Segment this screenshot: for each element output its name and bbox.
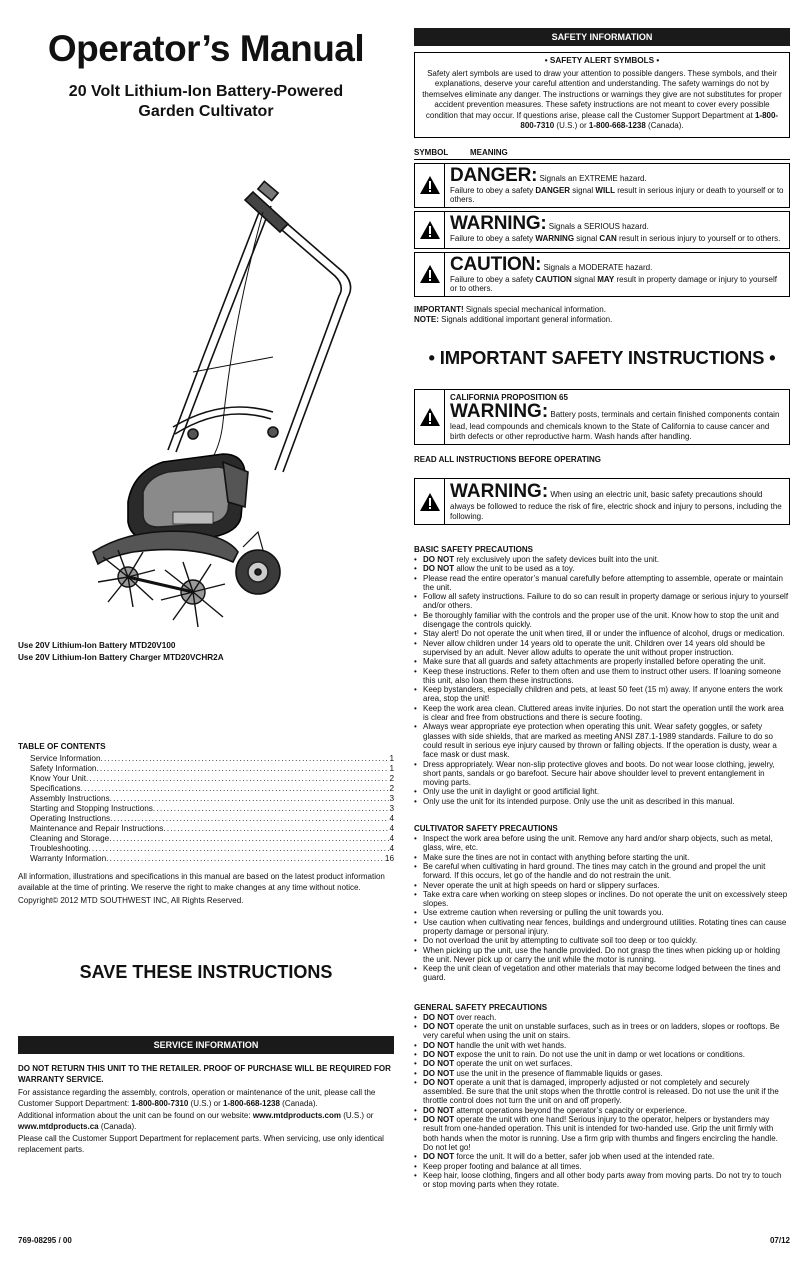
service-website: [18, 1111, 394, 1132]
toc-item: [18, 794, 394, 804]
list-item-emphasis: DO NOT: [423, 1059, 455, 1069]
cultivator-safety-title: CULTIVATOR SAFETY PRECAUTIONS: [414, 824, 558, 834]
electric-warning-box: [414, 478, 790, 525]
toc-item-label: Operating Instructions: [30, 814, 111, 823]
note-text: Signals additional important general information.: [438, 314, 613, 324]
list-item-emphasis: DO NOT: [423, 1022, 455, 1032]
safety-phone-ca[interactable]: 1-800-668-1238: [588, 121, 646, 130]
general-safety-title: GENERAL SAFETY PRECAUTIONS: [414, 1002, 548, 1012]
prop65-text: Battery posts, terminals and certain finished components contain lead, lead compounds and chemicals known to the State of California to cause cancer and birth defects or other reproductive harm. Wash hands after handling.: [450, 410, 780, 441]
important-text: Signals special mechanical information.: [463, 304, 606, 314]
prop65-warning-box: [414, 389, 790, 446]
toc-item-page: 1: [389, 764, 394, 773]
list-item-text: operate the unit with one hand! Serious injury to the operator, helpers or bystanders may result from one-handed operation. This unit is intended for two-handed use. Grip the unit firmly with both hands when the motor is running. Use a firm grip with thumbs and fingers encircling the handle. Do not let go!: [423, 1115, 778, 1152]
signal-desc-verb: CAN: [599, 233, 617, 243]
list-item: [414, 1059, 790, 1068]
toc-title: TABLE OF CONTENTS: [18, 742, 106, 751]
list-item: [414, 722, 790, 759]
symbol-table-header: [414, 148, 790, 160]
list-item: [414, 1069, 790, 1078]
list-item: • Take extra care when working on steep slopes or inclines. Do not operate the unit on excessively steep slopes.: [414, 890, 790, 909]
list-item-text: Stay alert! Do not operate the unit when tired, ill or under the influence of alcohol, drugs or medication.: [423, 629, 785, 639]
toc-leader-dots: [86, 774, 389, 784]
toc-item-label: Service Information: [30, 754, 101, 763]
list-item-text: Dress appropriately. Wear non-slip protective gloves and boots. Do not wear loose clothing, jewelry, short pants, sandals or go barefoot. Secure hair above shoulder level to prevent entanglement in moving parts.: [423, 759, 775, 788]
toc-item-label: Know Your Unit: [30, 774, 86, 783]
list-item-text: use the unit in the presence of flammable liquids or gases.: [454, 1068, 663, 1078]
list-item-text: force the unit. It will do a better, safer job when used at the intended rate.: [454, 1152, 715, 1162]
electric-warning-text: When using an electric unit, basic safety precautions should always be followed to reduce the risk of fire, electric shock and injury to persons, including the following.: [450, 490, 782, 521]
service-website-us-label: (U.S.) or: [340, 1111, 374, 1120]
list-item-emphasis: DO NOT: [423, 1012, 455, 1022]
list-item-text: Please read the entire operator’s manual carefully before attempting to assemble, operate or maintain the unit.: [423, 573, 783, 592]
right-column: [414, 28, 790, 1253]
signal-heading: [450, 255, 784, 275]
website-ca-link[interactable]: www.mtdproducts.ca: [18, 1121, 99, 1131]
list-item: • Use extreme caution when reversing or pulling the unit towards you.: [414, 908, 790, 917]
important-notes: [414, 305, 790, 325]
list-item-text: Keep these instructions. Refer to them often and use them to instruct other users. If loaning someone this unit, also loan them these instructions.: [423, 666, 781, 685]
general-safety-section: [414, 1003, 790, 1190]
toc-item-label: Cleaning and Storage: [30, 834, 110, 843]
note-label: NOTE:: [414, 314, 439, 324]
list-item: [414, 564, 790, 573]
list-item: [414, 657, 790, 666]
list-item: • Do not overload the unit by attempting to cultivate soil too deep or too quickly.: [414, 936, 790, 945]
toc-item: [18, 804, 394, 814]
electric-warning-symbol-cell: [415, 479, 445, 524]
list-item: • Make sure the tines are not in contact with anything before starting the unit.: [414, 853, 790, 862]
read-all-instructions: READ ALL INSTRUCTIONS BEFORE OPERATING: [414, 455, 601, 464]
copyright-text: Copyright© 2012 MTD SOUTHWEST INC, All Rights Reserved.: [18, 896, 244, 905]
toc-item-label: Maintenance and Repair Instructions: [30, 824, 164, 833]
warning-triangle-icon: [419, 264, 441, 284]
important-note: [414, 305, 790, 315]
battery-line: Use 20V Lithium-Ion Battery MTD20V100: [18, 641, 176, 650]
list-item-text: Keep hair, loose clothing, fingers and all other body parts away from moving parts. Do not try to touch or stop moving parts when they rotate.: [423, 1170, 782, 1190]
toc-item-page: 4: [389, 814, 394, 823]
important-safety-instructions-heading: • IMPORTANT SAFETY INSTRUCTIONS •: [428, 346, 776, 368]
toc-leader-dots: [153, 804, 390, 814]
basic-safety-title: BASIC SAFETY PRECAUTIONS: [414, 545, 533, 554]
service-information: [18, 1036, 394, 1155]
list-item: [414, 1106, 790, 1115]
list-item: [414, 787, 790, 796]
important-label: IMPORTANT!: [414, 304, 464, 314]
signal-desc-keyword: CAUTION: [535, 274, 572, 284]
page-title: Operator’s Manual: [47, 28, 365, 69]
list-item-emphasis: DO NOT: [423, 1105, 455, 1115]
list-item: [414, 685, 790, 704]
list-item: [414, 639, 790, 658]
safety-alert-box: [414, 52, 790, 138]
service-phone-ca[interactable]: 1-800-668-1238: [223, 1098, 280, 1108]
list-item: [414, 574, 790, 593]
list-item: • Use caution when cultivating near fences, buildings and underground utilities. Rotating tines can cause property damage or personal injury.: [414, 918, 790, 937]
prop65-label: CALIFORNIA PROPOSITION 65: [450, 392, 568, 402]
list-item-text: operate the unit on unstable surfaces, such as in trees or on ladders, slopes or rooftops. Be very careful when using the unit on stairs.: [423, 1022, 780, 1041]
list-item-emphasis: DO NOT: [423, 1049, 455, 1059]
service-us-label: (U.S.) or: [188, 1098, 223, 1108]
signal-heading: [450, 214, 784, 234]
prop65-symbol-cell: [415, 390, 445, 445]
signal-meaning-cell: [445, 212, 789, 248]
subtitle-line-2: Garden Cultivator: [138, 103, 274, 120]
basic-safety-section: [414, 545, 790, 806]
list-item-emphasis: DO NOT: [423, 1077, 455, 1087]
safety-alert-title: • SAFETY ALERT SYMBOLS •: [544, 56, 660, 65]
safety-us-label: (U.S.) or: [554, 121, 589, 130]
toc-item-page: 2: [389, 774, 394, 783]
signal-desc-verb: WILL: [595, 185, 615, 195]
warning-triangle-icon: [419, 175, 441, 195]
list-item: [414, 1050, 790, 1059]
toc-item-page: 4: [389, 844, 394, 853]
website-us-link[interactable]: www.mtdproducts.com: [252, 1111, 341, 1120]
toc-item-label: Safety Information: [30, 764, 97, 773]
signal-short-meaning: Signals a SERIOUS hazard.: [548, 221, 649, 231]
toc-leader-dots: [109, 834, 389, 844]
signal-desc-post: result in serious injury or death to yourself or to others.: [450, 185, 784, 204]
list-item-text: over reach.: [454, 1012, 497, 1022]
signal-desc-post: result in property damage or injury to yourself or to others.: [450, 274, 777, 293]
toc-item: [18, 854, 394, 864]
toc-item-label: Warranty Information: [30, 854, 107, 863]
list-item: • Never operate the unit at high speeds on hard or slippery surfaces.: [414, 881, 790, 890]
list-item: • Keep the unit clean of vegetation and other materials that may become lodged between the tines and guard.: [414, 964, 790, 983]
battery-requirements: [18, 640, 224, 664]
service-assistance: [18, 1088, 394, 1109]
signal-desc-pre: Failure to obey a safety: [450, 233, 536, 243]
list-item-text: Keep proper footing and balance at all times.: [423, 1161, 582, 1171]
signal-desc-mid: signal: [574, 233, 600, 243]
service-warning: DO NOT RETURN THIS UNIT TO THE RETAILER. PROOF OF PURCHASE WILL BE REQUIRED FOR WARRANTY SERVICE.: [18, 1064, 391, 1084]
product-subtitle: [18, 82, 394, 122]
toc-item: [18, 784, 394, 794]
signal-description: [450, 275, 784, 294]
signal-word: DANGER:: [450, 164, 538, 186]
toc-leader-dots: [81, 784, 390, 794]
toc-leader-dots: [88, 844, 389, 854]
warning-triangle-icon: [419, 492, 441, 512]
table-of-contents: [18, 742, 394, 864]
toc-leader-dots: [110, 814, 389, 824]
service-phone-us[interactable]: 1-800-800-7310: [131, 1098, 189, 1108]
toc-item-label: Troubleshooting: [30, 844, 89, 853]
toc-leader-dots: [106, 854, 385, 864]
service-website-ca-label: (Canada).: [98, 1121, 137, 1131]
prop65-text-cell: [445, 390, 789, 445]
list-item: [414, 760, 790, 788]
list-item-text: Always wear appropriate eye protection when operating this unit. Wear safety goggles, or safety glasses with side shields, that are marked as meeting ANSI Z87.1-1989 standards. Failure to do so could result in serious eye injury caused by thrown or falling objects. If the operation is dusty, wear a face mask or dust mask.: [423, 722, 777, 760]
signal-row: [414, 252, 790, 297]
signal-desc-mid: signal: [570, 185, 596, 195]
list-item-emphasis: DO NOT: [423, 1040, 455, 1050]
toc-item-page: 4: [389, 824, 394, 833]
toc-item-page: 3: [389, 804, 394, 813]
signal-desc-keyword: WARNING: [535, 233, 575, 243]
signal-symbol-cell: [415, 164, 445, 207]
toc-item-page: 1: [389, 754, 394, 763]
toc-item-page: 2: [389, 784, 394, 793]
signal-desc-keyword: DANGER: [535, 185, 571, 195]
safety-heading-bar: SAFETY INFORMATION: [414, 28, 790, 46]
list-item: • When picking up the unit, use the handle provided. Do not grasp the tines when picking up or holding the unit. Never pick up or carry the unit while the motor is running.: [414, 946, 790, 965]
list-item-text: Only use the unit for its intended purpose. Only use the unit as described in this manual.: [423, 796, 735, 806]
list-item-text: expose the unit to rain. Do not use the unit in damp or wet locations or conditions.: [454, 1049, 745, 1059]
signal-desc-pre: Failure to obey a safety: [450, 274, 536, 284]
list-item-text: Keep bystanders, especially children and pets, at least 50 feet (15 m) away. If anyone enters the work area, stop the unit!: [423, 685, 783, 704]
list-item-text: Never allow children under 14 years old to operate the unit. Children over 14 years old should be supervised by an adult. Never allow adults to operate the unit without proper instruction.: [423, 638, 765, 657]
toc-item: [18, 824, 394, 834]
prop65-signal-word: WARNING:: [450, 401, 549, 422]
list-item: [414, 1078, 790, 1106]
toc-leader-dots: [163, 824, 389, 834]
list-item: • Inspect the work area before using the unit. Remove any hard and/or sharp objects, such as metal, glass, wire, etc.: [414, 834, 790, 853]
list-item-text: operate the unit on wet surfaces.: [454, 1059, 573, 1069]
toc-item-label: Assembly Instructions: [30, 794, 110, 803]
toc-list: [18, 754, 394, 864]
list-item-text: Keep the work area clean. Cluttered areas invite injuries. Do not start the operation until the work area is clear and free from obstructions and there is secure footing.: [423, 703, 784, 723]
list-item: [414, 592, 790, 611]
signal-heading: [450, 166, 784, 186]
document-date: 07/12: [769, 1236, 790, 1245]
list-item-emphasis: DO NOT: [423, 564, 455, 574]
list-item: [414, 667, 790, 686]
list-item-text: allow the unit to be used as a toy.: [454, 564, 575, 574]
list-item-text: Make sure that all guards and safety attachments are properly installed before operating the unit.: [423, 657, 766, 667]
list-item-text: operate a unit that is damaged, improperly adjusted or not completely and securely assembled. Be sure that the unit stops when the throttle control is released. Do not use the unit if the throttle control does not turn the unit on and off properly.: [423, 1077, 779, 1106]
save-instructions-heading: SAVE THESE INSTRUCTIONS: [79, 962, 333, 982]
service-website-text: Additional information about the unit can be found on our website:: [18, 1111, 253, 1120]
list-item: [414, 611, 790, 630]
list-item-emphasis: DO NOT: [423, 1115, 455, 1125]
list-item: [414, 1162, 790, 1171]
toc-item: [18, 754, 394, 764]
toc-leader-dots: [96, 764, 389, 774]
service-heading-bar: SERVICE INFORMATION: [18, 1036, 394, 1054]
warning-triangle-icon: [419, 407, 441, 427]
toc-item: [18, 814, 394, 824]
signal-symbol-cell: [415, 253, 445, 296]
toc-item: [18, 764, 394, 774]
list-item-emphasis: DO NOT: [423, 555, 455, 564]
signal-symbol-cell: [415, 212, 445, 248]
signal-word: CAUTION:: [450, 253, 542, 275]
disclaimer-block: [18, 872, 394, 907]
toc-leader-dots: [110, 794, 390, 804]
disclaimer-text: All information, illustrations and specifications in this manual are based on the latest product information available at the time of printing. We reserve the right to make changes at any time without notice.: [18, 872, 385, 892]
list-item: [414, 1171, 790, 1190]
prop65-body: [450, 402, 784, 441]
list-item: [414, 629, 790, 638]
signal-description: [450, 186, 784, 205]
list-item: [414, 704, 790, 723]
left-column: [18, 22, 394, 1247]
service-assistance-text: For assistance regarding the assembly, controls, operation or maintenance of the unit, please call the Customer Support Department:: [18, 1088, 376, 1108]
charger-line: Use 20V Lithium-Ion Battery Charger MTD20VCHR2A: [18, 653, 224, 662]
list-item-emphasis: DO NOT: [423, 1068, 455, 1078]
note-note: [414, 315, 790, 325]
toc-item-label: Specifications: [30, 784, 81, 793]
safety-ca-label: (Canada).: [645, 121, 684, 130]
list-item: [414, 555, 790, 564]
toc-item: [18, 774, 394, 784]
basic-safety-list: [414, 555, 790, 806]
list-item-text: Follow all safety instructions. Failure to do so can result in property damage or serious injury to yourself and/or others.: [423, 592, 789, 611]
list-item-text: Be thoroughly familiar with the controls and the proper use of the unit. Know how to stop the unit and disengage the controls quickly.: [423, 610, 779, 630]
toc-item-page: 4: [389, 834, 394, 843]
signal-meaning-cell: [445, 253, 789, 296]
list-item: [414, 1013, 790, 1022]
list-item-emphasis: DO NOT: [423, 1152, 455, 1162]
list-item-text: attempt operations beyond the operator’s capacity or experience.: [454, 1105, 687, 1115]
subtitle-line-1: 20 Volt Lithium-Ion Battery-Powered: [68, 83, 344, 100]
document-number: 769-08295 / 00: [18, 1236, 72, 1245]
meaning-column-header: MEANING: [470, 147, 508, 157]
list-item: [414, 1022, 790, 1041]
list-item-text: handle the unit with wet hands.: [454, 1040, 567, 1050]
toc-item-page: 3: [389, 794, 394, 803]
toc-item: [18, 844, 394, 854]
electric-signal-word: WARNING:: [450, 481, 549, 502]
warning-triangle-icon: [419, 220, 441, 240]
signal-description: [450, 234, 784, 244]
signal-row: [414, 211, 790, 249]
toc-leader-dots: [101, 754, 390, 764]
signal-word: WARNING:: [450, 212, 547, 234]
list-item-text: Only use the unit in daylight or good artificial light.: [423, 787, 600, 797]
list-item: [414, 1152, 790, 1161]
general-safety-list: [414, 1013, 790, 1190]
signal-short-meaning: Signals a MODERATE hazard.: [543, 262, 653, 272]
list-item: [414, 1115, 790, 1152]
toc-item: [18, 834, 394, 844]
signal-row: [414, 163, 790, 208]
signal-short-meaning: Signals an EXTREME hazard.: [539, 173, 647, 183]
signal-desc-mid: signal: [571, 274, 598, 284]
cultivator-safety-section: [414, 824, 790, 983]
electric-warning-text-cell: [445, 479, 789, 524]
symbol-column-header: SYMBOL: [414, 147, 449, 157]
signal-meaning-cell: [445, 164, 789, 207]
signal-desc-post: result in serious injury to yourself or to others.: [616, 233, 781, 243]
signal-word-list: [414, 163, 790, 297]
list-item: [414, 797, 790, 806]
toc-item-page: 16: [384, 854, 394, 863]
safety-alert-text: [421, 69, 783, 132]
service-ca-label: (Canada).: [279, 1098, 318, 1108]
signal-desc-pre: Failure to obey a safety: [450, 185, 536, 195]
cultivator-illustration: [73, 172, 373, 642]
cultivator-safety-list: [414, 834, 790, 983]
toc-item-label: Starting and Stopping Instructions: [30, 804, 153, 813]
service-replacement: Please call the Customer Support Department for replacement parts. When servicing, use only identical replacement parts.: [18, 1134, 384, 1154]
list-item: [414, 1041, 790, 1050]
safety-alert-body: Safety alert symbols are used to draw your attention to possible dangers. These symbols, and their explanations, deserve your careful attention and understanding. The safety warnings do not by themselves eliminate any danger. The instructions or warnings they give are not substitutes for proper accident prevention measures. These safety instructions are not meant to cover every possible condition that may occur. If questions arise, please call the Customer Support Department at: [422, 68, 782, 120]
list-item-text: rely exclusively upon the safety devices built into the unit.: [454, 555, 660, 564]
signal-desc-verb: MAY: [597, 274, 615, 284]
safety-phone-us[interactable]: 1-800-800-7310: [520, 110, 779, 130]
list-item: • Be careful when cultivating in hard ground. The tines may catch in the ground and propel the unit forward. If this occurs, let go of the handle and do not restrain the unit.: [414, 862, 790, 881]
